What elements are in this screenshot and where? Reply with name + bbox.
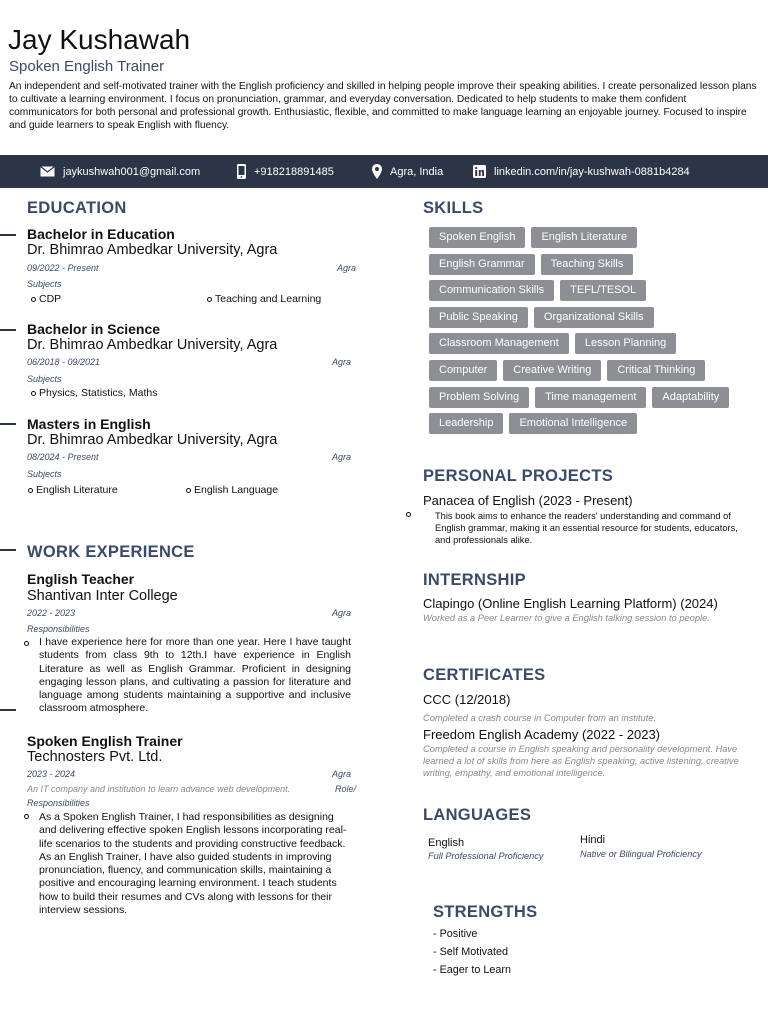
subject-item: Physics, Statistics, Maths bbox=[31, 387, 157, 399]
university-name: Dr. Bhimrao Ambedkar University, Agra bbox=[27, 242, 278, 258]
bullet bbox=[24, 641, 29, 646]
degree-title: Bachelor in Education bbox=[27, 226, 175, 242]
work-experience-heading: WORK EXPERIENCE bbox=[27, 543, 195, 561]
contact-bar bbox=[0, 155, 768, 188]
language-level: Full Professional Proficiency bbox=[428, 851, 544, 861]
location-text: Agra, India bbox=[390, 165, 444, 178]
responsibilities-label: Role/ bbox=[335, 784, 357, 794]
job-location: Agra bbox=[332, 769, 352, 779]
education-dates: 08/2024 - Present bbox=[27, 452, 99, 462]
skill-tag: Communication Skills bbox=[429, 280, 554, 301]
skill-row bbox=[429, 413, 759, 434]
certificate-description: Completed a crash course in Computer from an institute. bbox=[423, 713, 657, 723]
skill-tag: Computer bbox=[429, 360, 497, 381]
project-name: Panacea of English (2023 - Present) bbox=[423, 493, 633, 508]
contact-location bbox=[372, 155, 443, 188]
internship-heading: INTERNSHIP bbox=[423, 571, 526, 589]
skill-tag: Spoken English bbox=[429, 227, 525, 248]
mail-icon bbox=[40, 166, 55, 177]
skill-tag: Organizational Skills bbox=[534, 307, 654, 328]
skills-heading: SKILLS bbox=[423, 199, 484, 217]
education-dates: 06/2018 - 09/2021 bbox=[27, 357, 101, 367]
company-name: Shantivan Inter College bbox=[27, 588, 178, 604]
candidate-title: Spoken English Trainer bbox=[9, 58, 165, 75]
internship-name: Clapingo (Online English Learning Platform) (2024) bbox=[423, 596, 718, 611]
summary: An independent and self-motivated trainer with the English proficiency and skilled in helping people improve their speaking abilities. I create personalized lesson plans to cultivate a learning environment. I focus on pronunciation, grammar, and everyday conversation. Dedicated to help students to make them confident communicators for both personal and professional growth. Enthusiastic, flexible, and committed to make language learning an enjoyable journey. Focused to inspire and guide learners to speak English with fluency. bbox=[9, 81, 757, 131]
candidate-name: Jay Kushawah bbox=[8, 24, 191, 55]
contact-phone[interactable] bbox=[237, 155, 334, 188]
skill-row bbox=[429, 333, 759, 354]
subjects-label: Subjects bbox=[27, 374, 62, 384]
subjects-label: Subjects bbox=[27, 279, 62, 289]
skill-row bbox=[429, 387, 759, 408]
strengths-heading: STRENGTHS bbox=[433, 903, 538, 921]
linkedin-text: linkedin.com/in/jay-kushwah-0881b4284 bbox=[494, 165, 690, 178]
phone-icon bbox=[237, 164, 246, 179]
skill-row bbox=[429, 254, 759, 275]
job-location: Agra bbox=[332, 608, 352, 618]
language-name: Hindi bbox=[580, 834, 606, 846]
skill-tag: Creative Writing bbox=[503, 360, 601, 381]
projects-heading: PERSONAL PROJECTS bbox=[423, 467, 613, 485]
divider bbox=[0, 549, 16, 551]
education-dates: 09/2022 - Present bbox=[27, 263, 99, 273]
job-responsibilities: I have experience here for more than one year. Here I have taught students from class 9th to 12th.I have experience in English Literature as well as English Grammar. Proficient in designing engaging lesson plans, and cultivating a passion for literature and language among students maintaining a supportive and inclusive classroom atmosphere. bbox=[39, 636, 351, 715]
bullet bbox=[31, 297, 36, 302]
strength-item: - Eager to Learn bbox=[433, 964, 512, 976]
skill-row bbox=[429, 280, 759, 301]
divider bbox=[0, 423, 16, 425]
skill-tag: Emotional Intelligence bbox=[509, 413, 637, 434]
strength-item: - Positive bbox=[433, 928, 478, 940]
divider bbox=[0, 329, 16, 331]
university-name: Dr. Bhimrao Ambedkar University, Agra bbox=[27, 432, 278, 448]
skill-tag: Problem Solving bbox=[429, 387, 529, 408]
subject-item: Teaching and Learning bbox=[207, 293, 321, 305]
strength-item: - Self Motivated bbox=[433, 946, 509, 958]
skill-tag: Time management bbox=[535, 387, 646, 408]
divider bbox=[0, 234, 16, 236]
job-dates: 2023 - 2024 bbox=[27, 769, 76, 779]
subject-item: English Language bbox=[186, 484, 278, 496]
email-text: jaykushwah001@gmail.com bbox=[63, 165, 201, 178]
bullet bbox=[24, 814, 29, 819]
phone-text: +918218891485 bbox=[254, 165, 334, 178]
subjects-label: Subjects bbox=[27, 469, 62, 479]
bullet bbox=[207, 297, 212, 302]
skills-list bbox=[429, 227, 759, 440]
linkedin-icon bbox=[473, 165, 486, 178]
university-name: Dr. Bhimrao Ambedkar University, Agra bbox=[27, 337, 278, 353]
skill-row bbox=[429, 227, 759, 248]
skill-row bbox=[429, 307, 759, 328]
skill-tag: Teaching Skills bbox=[541, 254, 634, 275]
degree-title: Masters in English bbox=[27, 416, 151, 432]
certificates-heading: CERTIFICATES bbox=[423, 666, 546, 684]
bullet bbox=[406, 512, 411, 517]
job-role: English Teacher bbox=[27, 571, 135, 587]
bullet bbox=[186, 488, 191, 493]
company-description: An IT company and institution to learn advance web development. bbox=[27, 784, 291, 794]
internship-description: Worked as a Peer Learner to give a English talking session to people. bbox=[423, 613, 710, 623]
degree-title: Bachelor in Science bbox=[27, 321, 161, 337]
language-name: English bbox=[428, 837, 465, 849]
certificate-description: Completed a course in English speaking and personality development. Have learned a lot of skills from here as English speaking, active listening, creative writing, empathy, and emotional intelligence. bbox=[423, 744, 739, 778]
subject-item: CDP bbox=[31, 293, 61, 305]
certificate-name: CCC (12/2018) bbox=[423, 692, 511, 707]
education-location: Agra bbox=[332, 357, 352, 367]
job-role: Spoken English Trainer bbox=[27, 733, 183, 749]
contact-email[interactable] bbox=[40, 155, 200, 188]
responsibilities-label: Responsibilities bbox=[27, 624, 90, 634]
skill-row bbox=[429, 360, 759, 381]
skill-tag: Critical Thinking bbox=[607, 360, 705, 381]
language-level: Native or Bilingual Proficiency bbox=[580, 849, 702, 859]
skill-tag: English Grammar bbox=[429, 254, 535, 275]
job-responsibilities: As a Spoken English Trainer, I had responsibilities as designing and delivering effective spoken English lessons incorporating real-life scenarios to the students and providing constructive feedback. As an English Trainer, I have also guided students in improving pronunciation, fluency, and communication skills, maintaining a positive and encouraging learning environment. I teach students how to build their resumes and CVs along with lessons for their interview sessions. bbox=[39, 811, 347, 917]
bullet bbox=[28, 488, 33, 493]
subject-item: English Literature bbox=[28, 484, 118, 496]
skill-tag: Classroom Management bbox=[429, 333, 569, 354]
skill-tag: TEFL/TESOL bbox=[560, 280, 646, 301]
bullet bbox=[31, 391, 36, 396]
education-location: Agra bbox=[337, 263, 357, 273]
company-name: Technosters Pvt. Ltd. bbox=[27, 749, 163, 765]
skill-tag: Adaptability bbox=[652, 387, 729, 408]
certificate-name: Freedom English Academy (2022 - 2023) bbox=[423, 727, 661, 742]
job-dates: 2022 - 2023 bbox=[27, 608, 76, 618]
location-pin-icon bbox=[372, 164, 382, 179]
responsibilities-label: Responsibilities bbox=[27, 798, 90, 808]
skill-tag: Lesson Planning bbox=[575, 333, 676, 354]
contact-linkedin[interactable] bbox=[473, 155, 690, 188]
education-location: Agra bbox=[332, 452, 352, 462]
project-description: This book aims to enhance the readers' understanding and command of English grammar, making it an essential resource for students, educators, and professionals alike. bbox=[435, 511, 738, 545]
skill-tag: Leadership bbox=[429, 413, 503, 434]
divider bbox=[0, 709, 16, 711]
skill-tag: English Literature bbox=[531, 227, 637, 248]
skill-tag: Public Speaking bbox=[429, 307, 528, 328]
education-heading: EDUCATION bbox=[27, 199, 127, 217]
languages-heading: LANGUAGES bbox=[423, 806, 532, 824]
